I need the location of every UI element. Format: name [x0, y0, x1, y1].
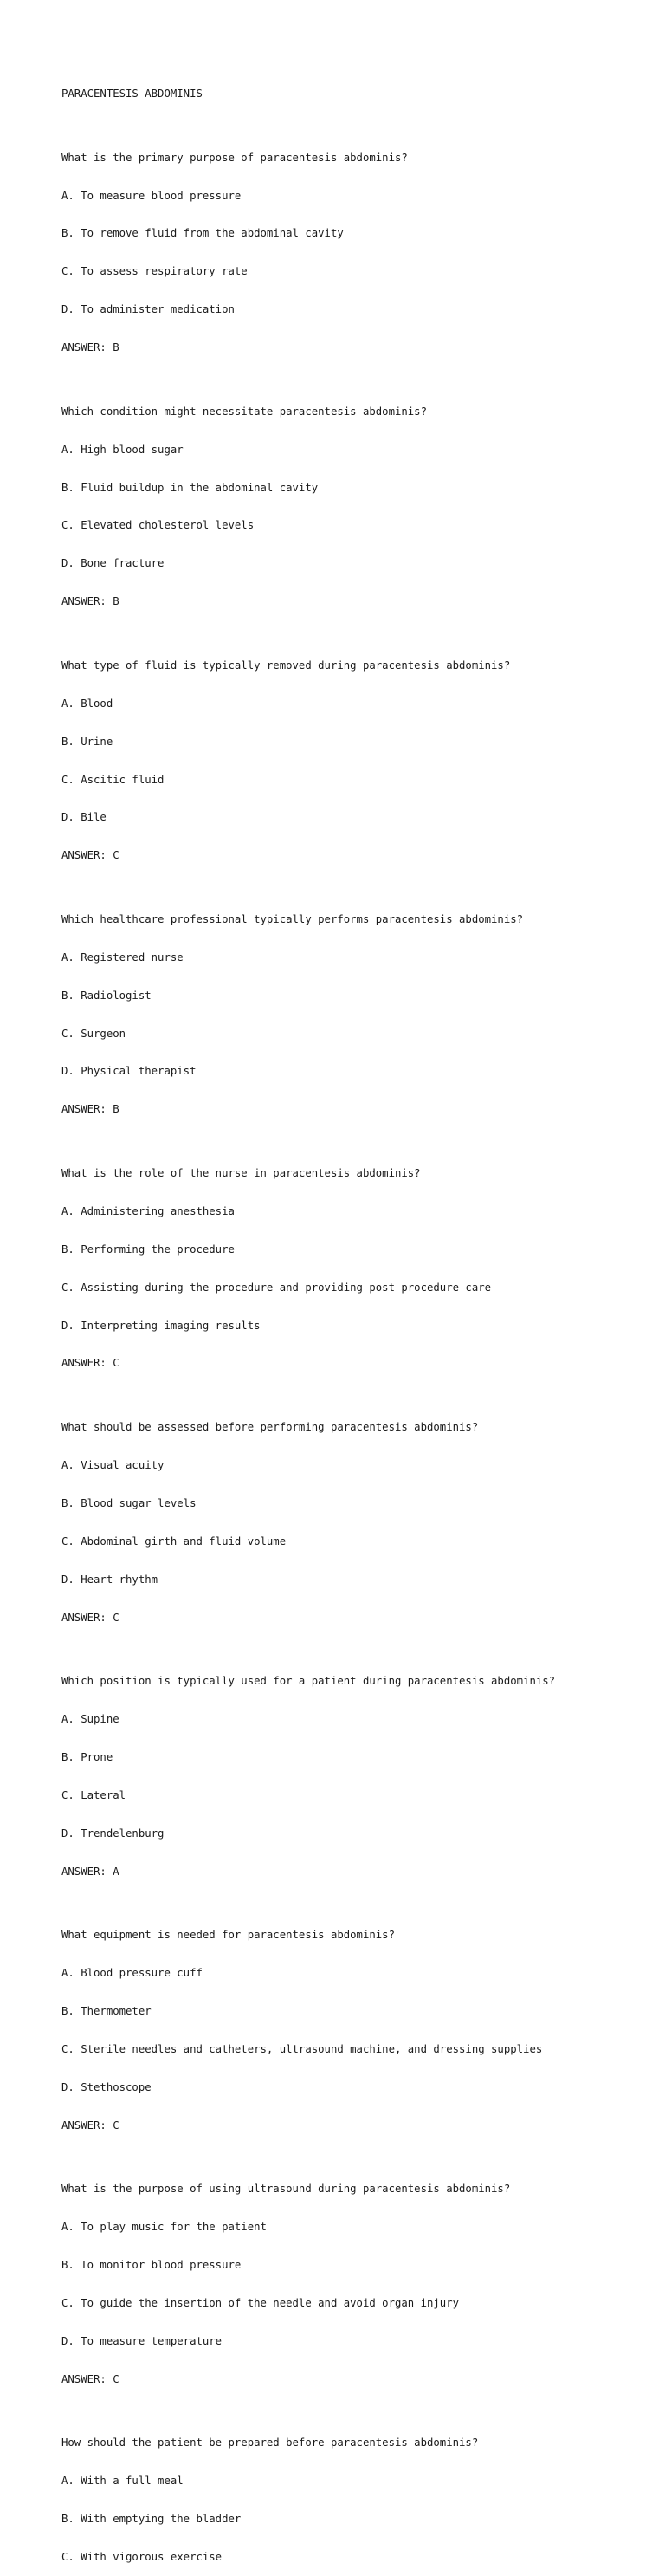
question-3-text: What type of fluid is typically removed during paracentesis abdominis? — [61, 659, 511, 672]
question-8-option-d: D. Stethoscope — [61, 2080, 152, 2093]
question-8-text: What equipment is needed for paracentesis abdominis? — [61, 1928, 395, 1941]
question-8-option-a: A. Blood pressure cuff — [61, 1966, 203, 1979]
question-5-option-d: D. Interpreting imaging results — [61, 1319, 261, 1332]
question-6-option-d: D. Heart rhythm — [61, 1573, 158, 1586]
document-title: PARACENTESIS ABDOMINIS — [61, 88, 203, 101]
question-2-option-a: A. High blood sugar — [61, 443, 184, 456]
question-9-option-c: C. To guide the insertion of the needle and avoid organ injury — [61, 2296, 460, 2309]
question-3-option-a: A. Blood — [61, 697, 113, 710]
question-5-option-c: C. Assisting during the procedure and providing post-procedure care — [61, 1281, 492, 1294]
question-8-option-b: B. Thermometer — [61, 2004, 152, 2017]
question-9-option-a: A. To play music for the patient — [61, 2220, 267, 2233]
question-4-option-c: C. Surgeon — [61, 1027, 126, 1040]
question-4-option-b: B. Radiologist — [61, 989, 152, 1002]
question-5-answer: ANSWER: C — [61, 1357, 119, 1370]
question-9-text: What is the purpose of using ultrasound during paracentesis abdominis? — [61, 2182, 511, 2195]
question-10-option-a: A. With a full meal — [61, 2474, 184, 2487]
question-4-answer: ANSWER: B — [61, 1103, 119, 1116]
question-8-answer: ANSWER: C — [61, 2119, 119, 2132]
question-8-option-c: C. Sterile needles and catheters, ultrasound machine, and dressing supplies — [61, 2042, 543, 2055]
question-3-option-c: C. Ascitic fluid — [61, 773, 165, 786]
question-9-answer: ANSWER: C — [61, 2372, 119, 2385]
question-2-option-b: B. Fluid buildup in the abdominal cavity — [61, 481, 319, 494]
question-9-option-d: D. To measure temperature — [61, 2334, 223, 2347]
question-1-option-a: A. To measure blood pressure — [61, 189, 242, 202]
question-5-option-b: B. Performing the procedure — [61, 1243, 235, 1256]
question-7-option-a: A. Supine — [61, 1712, 119, 1725]
question-9-option-b: B. To monitor blood pressure — [61, 2258, 242, 2271]
question-3-option-b: B. Urine — [61, 735, 113, 748]
question-10-option-b: B. With emptying the bladder — [61, 2512, 242, 2525]
question-5-text: What is the role of the nurse in paracentesis abdominis? — [61, 1166, 421, 1179]
question-4-option-a: A. Registered nurse — [61, 951, 184, 964]
question-6-text: What should be assessed before performing paracentesis abdominis? — [61, 1420, 479, 1433]
question-1-answer: ANSWER: B — [61, 341, 119, 354]
question-1-option-b: B. To remove fluid from the abdominal cavity — [61, 227, 344, 240]
question-3-option-d: D. Bile — [61, 811, 107, 824]
question-1-text: What is the primary purpose of paracentesis abdominis? — [61, 151, 408, 164]
question-7-option-d: D. Trendelenburg — [61, 1827, 165, 1840]
question-2-answer: ANSWER: B — [61, 595, 119, 608]
question-6-answer: ANSWER: C — [61, 1611, 119, 1624]
question-5-option-a: A. Administering anesthesia — [61, 1204, 235, 1217]
question-7-answer: ANSWER: A — [61, 1865, 119, 1878]
question-4-option-d: D. Physical therapist — [61, 1065, 197, 1078]
question-6-option-c: C. Abdominal girth and fluid volume — [61, 1535, 287, 1548]
question-10-option-c: C. With vigorous exercise — [61, 2550, 223, 2563]
question-2-option-c: C. Elevated cholesterol levels — [61, 519, 255, 532]
document-page — [61, 62, 650, 2576]
question-10-text: How should the patient be prepared before paracentesis abdominis? — [61, 2436, 479, 2449]
question-7-text: Which position is typically used for a patient during paracentesis abdominis? — [61, 1674, 556, 1687]
question-6-option-a: A. Visual acuity — [61, 1458, 165, 1471]
question-2-text: Which condition might necessitate paracentesis abdominis? — [61, 405, 427, 418]
question-6-option-b: B. Blood sugar levels — [61, 1496, 197, 1509]
question-1-option-d: D. To administer medication — [61, 303, 235, 316]
question-4-text: Which healthcare professional typically performs paracentesis abdominis? — [61, 912, 524, 925]
question-7-option-c: C. Lateral — [61, 1788, 126, 1801]
question-1-option-c: C. To assess respiratory rate — [61, 265, 248, 278]
question-2-option-d: D. Bone fracture — [61, 557, 165, 570]
question-3-answer: ANSWER: C — [61, 849, 119, 862]
question-7-option-b: B. Prone — [61, 1750, 113, 1763]
